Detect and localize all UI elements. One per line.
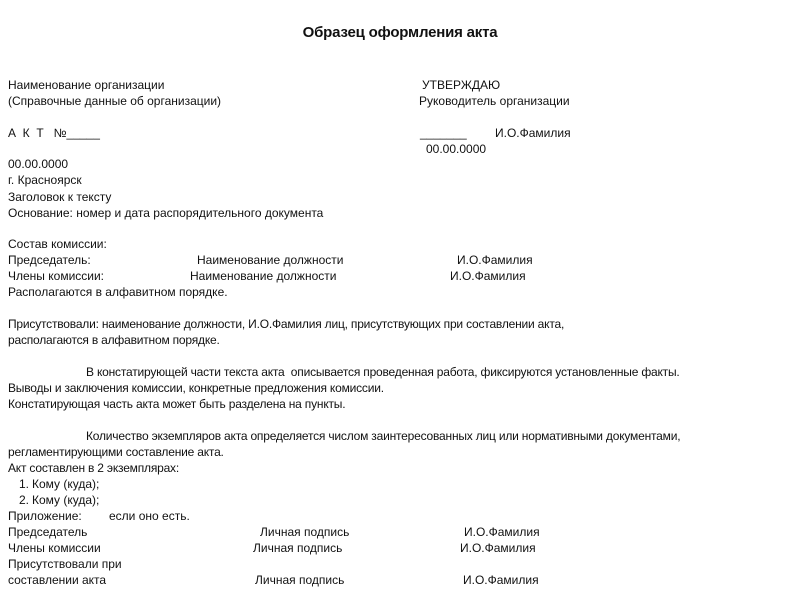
body-para1-line3: Констатирующая часть акта может быть разделена на пункты. [8,397,346,411]
chair-name: И.О.Фамилия [457,253,533,267]
basis: Основание: номер и дата распорядительного документа [8,206,324,220]
body-para2-line1: Количество экземпляров акта определяется числом заинтересованных лиц или нормативными документами, [86,429,681,443]
text-heading: Заголовок к тексту [8,190,112,204]
head-name: И.О.Фамилия [495,126,571,140]
sign-chair-name: И.О.Фамилия [464,525,540,539]
present-line-2: располагаются в алфавитном порядке. [8,333,220,347]
copies-count: Акт составлен в 2 экземплярах: [8,461,179,475]
body-para2-line2: регламентирующими составление акта. [8,445,224,459]
act-date: 00.00.0000 [8,157,69,171]
list-item: Кому (куда); [32,477,100,491]
approve-label: УТВЕРЖДАЮ [422,78,501,92]
city: г. Красноярск [8,173,82,187]
org-name: Наименование организации [8,78,165,92]
chair-label: Председатель: [8,253,91,267]
org-info: (Справочные данные об организации) [8,94,222,108]
sign-members-name: И.О.Фамилия [460,541,536,555]
body-para1-line1: В констатирующей части текста акта описывается проведенная работа, фиксируются установленные факты. [86,365,680,379]
list-item: Кому (куда); [32,493,100,507]
document-title: Образец оформления акта [302,24,498,41]
list-item-number: 2. [19,493,30,507]
members-label: Члены комиссии: [8,269,105,283]
body-para1-line2: Выводы и заключения комиссии, конкретные предложения комиссии. [8,381,384,395]
members-position: Наименование должности [190,269,337,283]
commission-title: Состав комиссии: [8,237,107,251]
members-name: И.О.Фамилия [450,269,526,283]
list-item-number: 1. [19,477,30,491]
sign-members-label: Члены комиссии [8,541,101,555]
sign-present-label-2: составлении акта [8,573,107,587]
order-note: Располагаются в алфавитном порядке. [8,285,228,299]
appendix-label: Приложение: [8,509,82,523]
sign-chair-signature: Личная подпись [260,525,350,539]
appendix-text: если оно есть. [109,509,190,523]
signature-line: _______ [420,126,467,140]
sign-chair-label: Председатель [8,525,88,539]
sign-present-label-1: Присутствовали при [8,557,122,571]
act-number: А К Т №_____ [8,126,100,140]
sign-present-name: И.О.Фамилия [463,573,539,587]
approve-date: 00.00.0000 [426,142,487,156]
chair-position: Наименование должности [197,253,344,267]
head-title: Руководитель организации [419,94,570,108]
sign-members-signature: Личная подпись [253,541,343,555]
sign-present-signature: Личная подпись [255,573,345,587]
present-line-1: Присутствовали: наименование должности, И.О.Фамилия лиц, присутствующих при составлении акта, [8,317,565,331]
